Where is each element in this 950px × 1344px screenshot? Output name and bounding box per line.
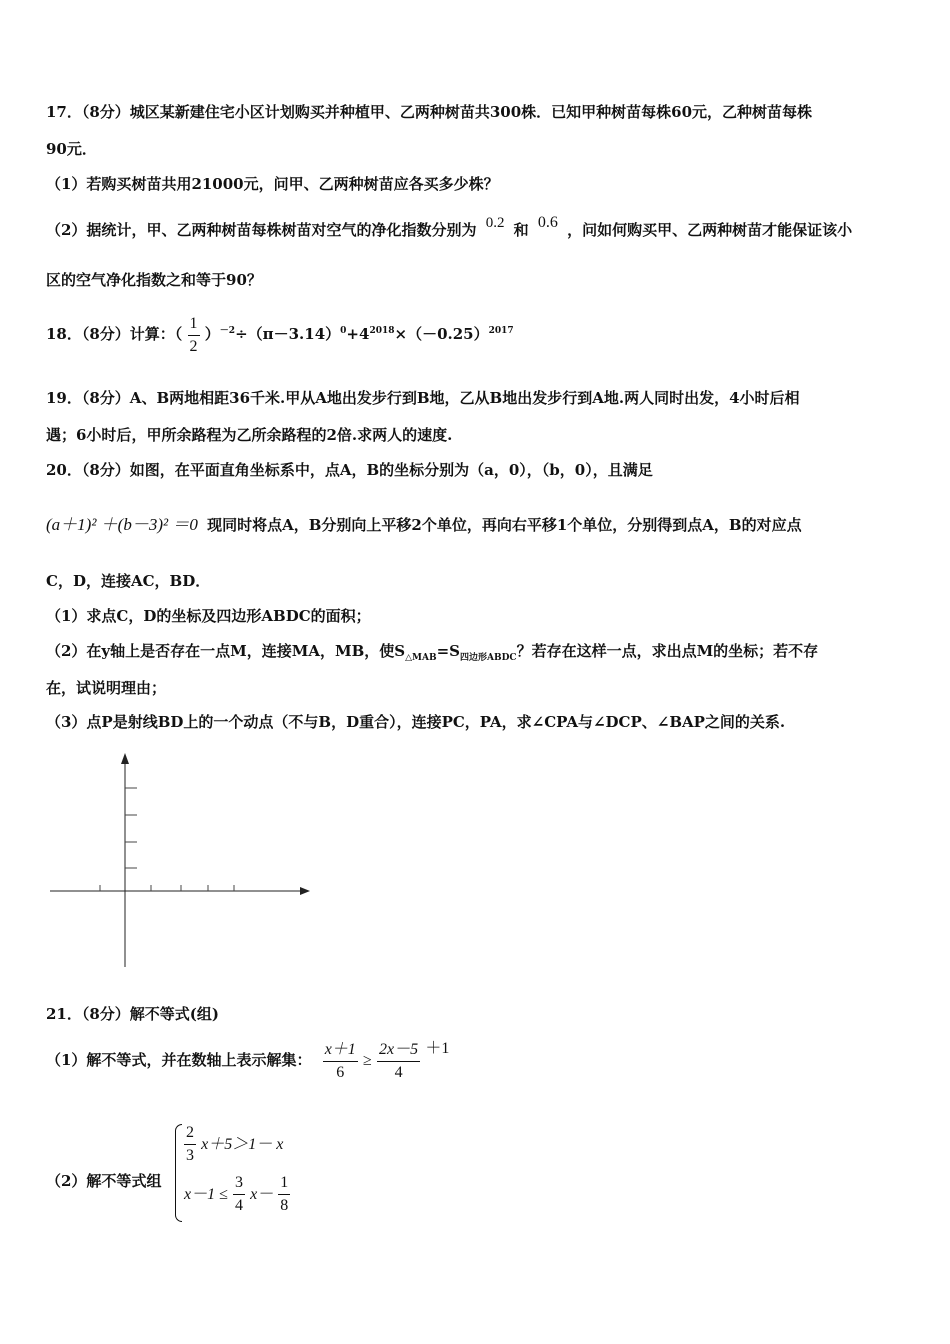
q20-part2-text-a: （2）在y轴上是否存在一点M，连接MA，MB，使S <box>46 642 406 660</box>
q21-system-row1 <box>184 1122 283 1167</box>
coordinate-plane-figure <box>44 750 319 975</box>
q18-fraction <box>188 313 200 358</box>
q20-line1: 20．（8分）如图，在平面直角坐标系中，点A，B的坐标分别为（a，0），（b，0），且满足 <box>46 461 653 479</box>
q18-frac-numerator: 1 <box>188 313 200 336</box>
q17-value-b: 0.6 <box>537 214 558 231</box>
q18-rest4: ×（－0.25） <box>394 325 489 343</box>
q17-part1: （1）若购买树苗共用21000元，问甲、乙两种树苗应各买多少株？ <box>46 175 499 193</box>
y-axis-arrow <box>121 753 129 764</box>
q21-s1-den: 3 <box>186 1147 194 1164</box>
q21-p1-tail: ＋1 <box>425 1040 450 1057</box>
q19-line2: 遇；6小时后，甲所余路程为乙所余路程的2倍.求两人的速度. <box>46 426 453 444</box>
q18-line <box>46 307 514 358</box>
q21-system-row2 <box>184 1172 290 1217</box>
q20-part1: （1）求点C，D的坐标及四边形ABDC的面积； <box>46 607 371 625</box>
q20-part2-line2: 在，试说明理由； <box>46 679 167 697</box>
q17-line2: 90元． <box>46 140 97 158</box>
q17-part2-text-b: ，问如何购买甲、乙两种树苗才能保证该小 <box>567 221 853 239</box>
q21-part1-label: （1）解不等式，并在数轴上表示解集： <box>46 1051 312 1069</box>
q21-p1-ge: ≥ <box>363 1052 372 1069</box>
q21-p1-fraction2 <box>377 1039 420 1084</box>
q19-line1: 19．（8分）A、B两地相距36千米.甲从A地出发步行到B地，乙从B地出发步行到A地.两人同时出发，4小时后相 <box>46 389 800 407</box>
q21-s1-fraction <box>184 1122 196 1167</box>
q18-exp1: －2 <box>219 326 236 336</box>
q20-line2-text: 现同时将点A，B分别向上平移2个单位，再向右平移1个单位，分别得到点A，B的对应点 <box>207 516 802 534</box>
q20-part2-mid: =S <box>436 642 461 660</box>
q20-sub-mab: △MAB <box>405 653 437 663</box>
q21-part2-label: （2）解不等式组 <box>46 1172 162 1190</box>
q21-p1-num2: 2x－5 <box>377 1039 420 1062</box>
q20-formula: (a＋1)² ＋(b－3)² ＝0 <box>46 515 198 534</box>
q21-p1-num1: x＋1 <box>323 1039 358 1062</box>
q21-s2-num2: 1 <box>278 1172 290 1195</box>
q17-part2 <box>46 214 853 241</box>
q17-line1: 17．（8分）城区某新建住宅小区计划购买并种植甲、乙两种树苗共300株．已知甲种树苗每株60元，乙种树苗每株 <box>46 103 813 121</box>
q20-part3: （3）点P是射线BD上的一个动点（不与B，D重合），连接PC，PA，求∠CPA与∠DCP、∠BAP之间的关系. <box>46 713 786 731</box>
q18-rest1: ） <box>204 325 220 343</box>
q18-rest2: ÷（π－3.14） <box>235 325 341 343</box>
q18-label: 18．（8分）计算：（ <box>46 325 183 343</box>
q21-s1-num: 2 <box>184 1122 196 1145</box>
system-brace <box>175 1124 182 1222</box>
q18-exp3: 2018 <box>369 326 395 336</box>
q17-part2-text-a: （2）据统计，甲、乙两种树苗每株树苗对空气的净化指数分别为 <box>46 221 477 239</box>
q21-s2-mid: x－ <box>250 1186 274 1203</box>
y-axis-ticks <box>125 788 137 868</box>
q21-s2-num: 3 <box>233 1172 245 1195</box>
q21-title: 21．（8分）解不等式(组) <box>46 1005 220 1023</box>
q18-rest3: +4 <box>346 325 370 343</box>
q21-part1 <box>46 1036 449 1085</box>
q21-s2-den2: 8 <box>280 1197 289 1214</box>
q21-s1-rest: x＋5＞1－ x <box>201 1136 284 1153</box>
q18-exp4: 2017 <box>488 326 514 336</box>
q21-p1-den2: 4 <box>394 1063 403 1081</box>
q21-s2-fraction2 <box>278 1172 290 1217</box>
q21-p1-den1: 6 <box>336 1063 345 1081</box>
q21-s2-den: 4 <box>234 1197 243 1214</box>
q21-p1-fraction1 <box>323 1039 358 1084</box>
q20-line2 <box>46 515 802 535</box>
q18-frac-denominator: 2 <box>189 337 198 355</box>
q17-part2-line2: 区的空气净化指数之和等于90？ <box>46 271 262 289</box>
q20-sub-abdc: 四边形ABDC <box>460 653 517 663</box>
q20-line3: C，D，连接AC，BD． <box>46 572 211 590</box>
q17-and: 和 <box>513 221 529 239</box>
x-axis-ticks <box>100 885 234 891</box>
q21-s2-fraction1 <box>233 1172 245 1217</box>
x-axis-arrow <box>300 887 310 895</box>
q17-value-a: 0.2 <box>485 215 505 231</box>
q21-s2-lead: x－1 ≤ <box>184 1186 228 1203</box>
q18-exp2: 0 <box>340 326 347 336</box>
q20-part2 <box>46 641 818 668</box>
q20-part2-text-b: ？若存在这样一点，求出点M的坐标；若不存 <box>516 642 819 660</box>
